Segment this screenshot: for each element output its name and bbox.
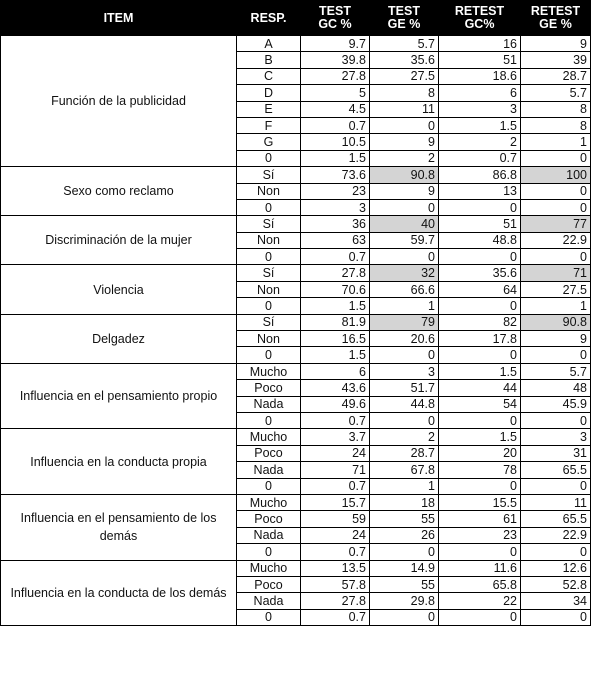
response-cell: 0 <box>237 298 301 314</box>
retest-ge-cell: 0 <box>521 609 591 625</box>
response-cell: 0 <box>237 150 301 166</box>
retest-gc-cell: 17.8 <box>439 331 521 347</box>
retest-ge-cell: 11 <box>521 494 591 510</box>
test-ge-cell: 0 <box>370 544 439 560</box>
retest-gc-cell: 65.8 <box>439 576 521 592</box>
response-cell: 0 <box>237 544 301 560</box>
test-gc-cell: 63 <box>301 232 370 248</box>
response-cell: Nada <box>237 396 301 412</box>
table-body <box>1 36 591 626</box>
response-cell: Mucho <box>237 363 301 379</box>
response-cell: D <box>237 85 301 101</box>
test-gc-cell: 3 <box>301 199 370 215</box>
test-ge-cell: 29.8 <box>370 593 439 609</box>
retest-ge-cell: 5.7 <box>521 363 591 379</box>
test-gc-cell: 1.5 <box>301 150 370 166</box>
item-label: Violencia <box>1 265 237 314</box>
response-cell: 0 <box>237 199 301 215</box>
test-ge-cell: 2 <box>370 429 439 445</box>
response-cell: Mucho <box>237 560 301 576</box>
test-ge-cell: 27.5 <box>370 68 439 84</box>
response-cell: Nada <box>237 593 301 609</box>
retest-ge-cell: 71 <box>521 265 591 281</box>
test-gc-cell: 0.7 <box>301 412 370 428</box>
retest-gc-cell: 1.5 <box>439 429 521 445</box>
response-cell: E <box>237 101 301 117</box>
retest-gc-cell: 61 <box>439 511 521 527</box>
test-ge-cell: 0 <box>370 347 439 363</box>
test-gc-cell: 5 <box>301 85 370 101</box>
retest-ge-cell: 65.5 <box>521 511 591 527</box>
test-ge-cell: 8 <box>370 85 439 101</box>
response-cell: 0 <box>237 412 301 428</box>
retest-ge-cell: 90.8 <box>521 314 591 330</box>
test-gc-cell: 70.6 <box>301 281 370 297</box>
retest-gc-cell: 0 <box>439 412 521 428</box>
item-label: Delgadez <box>1 314 237 363</box>
test-gc-cell: 73.6 <box>301 167 370 183</box>
test-ge-cell: 55 <box>370 511 439 527</box>
retest-gc-cell: 64 <box>439 281 521 297</box>
retest-gc-cell: 15.5 <box>439 494 521 510</box>
table-row <box>1 265 591 281</box>
retest-gc-cell: 82 <box>439 314 521 330</box>
retest-gc-cell: 23 <box>439 527 521 543</box>
test-gc-cell: 3.7 <box>301 429 370 445</box>
test-ge-cell: 26 <box>370 527 439 543</box>
retest-gc-cell: 0 <box>439 249 521 265</box>
test-ge-cell: 44.8 <box>370 396 439 412</box>
header-retest-ge: RETEST GE % <box>521 1 591 36</box>
retest-gc-cell: 51 <box>439 216 521 232</box>
retest-ge-cell: 28.7 <box>521 68 591 84</box>
test-gc-cell: 1.5 <box>301 298 370 314</box>
table-row <box>1 494 591 510</box>
retest-ge-cell: 65.5 <box>521 462 591 478</box>
retest-ge-cell: 1 <box>521 298 591 314</box>
test-gc-cell: 10.5 <box>301 134 370 150</box>
item-label: Influencia en la conducta propia <box>1 429 237 495</box>
retest-gc-cell: 0 <box>439 544 521 560</box>
response-cell: 0 <box>237 249 301 265</box>
test-ge-cell: 1 <box>370 298 439 314</box>
response-cell: Sí <box>237 216 301 232</box>
response-cell: Sí <box>237 314 301 330</box>
retest-gc-cell: 3 <box>439 101 521 117</box>
table-row <box>1 429 591 445</box>
test-ge-cell: 11 <box>370 101 439 117</box>
item-label: Influencia en la conducta de los demás <box>1 560 237 626</box>
response-cell: 0 <box>237 478 301 494</box>
test-ge-cell: 35.6 <box>370 52 439 68</box>
header-resp: RESP. <box>237 1 301 36</box>
response-cell: Poco <box>237 380 301 396</box>
retest-ge-cell: 22.9 <box>521 232 591 248</box>
item-label: Influencia en el pensamiento de los demás <box>1 494 237 560</box>
test-ge-cell: 40 <box>370 216 439 232</box>
test-gc-cell: 1.5 <box>301 347 370 363</box>
retest-gc-cell: 54 <box>439 396 521 412</box>
test-ge-cell: 1 <box>370 478 439 494</box>
test-gc-cell: 13.5 <box>301 560 370 576</box>
retest-gc-cell: 2 <box>439 134 521 150</box>
retest-gc-cell: 0 <box>439 298 521 314</box>
test-gc-cell: 36 <box>301 216 370 232</box>
response-cell: C <box>237 68 301 84</box>
retest-gc-cell: 11.6 <box>439 560 521 576</box>
retest-ge-cell: 0 <box>521 249 591 265</box>
response-cell: Sí <box>237 167 301 183</box>
test-ge-cell: 0 <box>370 249 439 265</box>
retest-gc-cell: 51 <box>439 52 521 68</box>
retest-gc-cell: 16 <box>439 36 521 52</box>
retest-gc-cell: 48.8 <box>439 232 521 248</box>
retest-gc-cell: 0.7 <box>439 150 521 166</box>
test-ge-cell: 18 <box>370 494 439 510</box>
test-ge-cell: 90.8 <box>370 167 439 183</box>
retest-ge-cell: 9 <box>521 36 591 52</box>
retest-ge-cell: 0 <box>521 478 591 494</box>
retest-ge-cell: 45.9 <box>521 396 591 412</box>
test-gc-cell: 23 <box>301 183 370 199</box>
retest-ge-cell: 8 <box>521 117 591 133</box>
response-cell: 0 <box>237 347 301 363</box>
retest-ge-cell: 0 <box>521 412 591 428</box>
retest-ge-cell: 52.8 <box>521 576 591 592</box>
retest-gc-cell: 1.5 <box>439 363 521 379</box>
retest-gc-cell: 44 <box>439 380 521 396</box>
retest-gc-cell: 22 <box>439 593 521 609</box>
test-gc-cell: 81.9 <box>301 314 370 330</box>
test-gc-cell: 0.7 <box>301 117 370 133</box>
test-gc-cell: 27.8 <box>301 593 370 609</box>
test-gc-cell: 9.7 <box>301 36 370 52</box>
test-gc-cell: 59 <box>301 511 370 527</box>
table-row <box>1 363 591 379</box>
header-row <box>1 1 591 36</box>
test-ge-cell: 67.8 <box>370 462 439 478</box>
test-ge-cell: 2 <box>370 150 439 166</box>
retest-gc-cell: 0 <box>439 199 521 215</box>
table-row <box>1 216 591 232</box>
retest-gc-cell: 6 <box>439 85 521 101</box>
test-ge-cell: 32 <box>370 265 439 281</box>
retest-gc-cell: 0 <box>439 609 521 625</box>
retest-ge-cell: 12.6 <box>521 560 591 576</box>
retest-ge-cell: 48 <box>521 380 591 396</box>
test-ge-cell: 9 <box>370 134 439 150</box>
test-ge-cell: 55 <box>370 576 439 592</box>
test-gc-cell: 16.5 <box>301 331 370 347</box>
retest-ge-cell: 1 <box>521 134 591 150</box>
retest-gc-cell: 18.6 <box>439 68 521 84</box>
test-ge-cell: 51.7 <box>370 380 439 396</box>
retest-ge-cell: 100 <box>521 167 591 183</box>
test-ge-cell: 0 <box>370 117 439 133</box>
retest-ge-cell: 0 <box>521 347 591 363</box>
retest-ge-cell: 8 <box>521 101 591 117</box>
retest-ge-cell: 0 <box>521 150 591 166</box>
test-ge-cell: 14.9 <box>370 560 439 576</box>
retest-ge-cell: 22.9 <box>521 527 591 543</box>
test-gc-cell: 27.8 <box>301 265 370 281</box>
response-cell: Sí <box>237 265 301 281</box>
test-gc-cell: 0.7 <box>301 249 370 265</box>
retest-ge-cell: 31 <box>521 445 591 461</box>
test-ge-cell: 20.6 <box>370 331 439 347</box>
retest-ge-cell: 27.5 <box>521 281 591 297</box>
table-row <box>1 560 591 576</box>
retest-gc-cell: 0 <box>439 347 521 363</box>
test-gc-cell: 0.7 <box>301 478 370 494</box>
retest-ge-cell: 5.7 <box>521 85 591 101</box>
retest-ge-cell: 39 <box>521 52 591 68</box>
retest-gc-cell: 35.6 <box>439 265 521 281</box>
item-label: Sexo como reclamo <box>1 167 237 216</box>
item-label: Función de la publicidad <box>1 36 237 167</box>
test-gc-cell: 43.6 <box>301 380 370 396</box>
header-retest-gc: RETEST GC% <box>439 1 521 36</box>
retest-gc-cell: 13 <box>439 183 521 199</box>
header-test-ge: TEST GE % <box>370 1 439 36</box>
response-cell: F <box>237 117 301 133</box>
test-gc-cell: 0.7 <box>301 609 370 625</box>
table-row <box>1 36 591 52</box>
retest-ge-cell: 34 <box>521 593 591 609</box>
test-gc-cell: 39.8 <box>301 52 370 68</box>
response-cell: A <box>237 36 301 52</box>
test-gc-cell: 6 <box>301 363 370 379</box>
response-cell: Non <box>237 232 301 248</box>
response-cell: Poco <box>237 511 301 527</box>
test-ge-cell: 3 <box>370 363 439 379</box>
test-ge-cell: 79 <box>370 314 439 330</box>
test-ge-cell: 9 <box>370 183 439 199</box>
header-item: ITEM <box>1 1 237 36</box>
test-gc-cell: 0.7 <box>301 544 370 560</box>
item-label: Discriminación de la mujer <box>1 216 237 265</box>
response-cell: Poco <box>237 445 301 461</box>
response-cell: 0 <box>237 609 301 625</box>
test-ge-cell: 59.7 <box>370 232 439 248</box>
test-gc-cell: 24 <box>301 445 370 461</box>
retest-gc-cell: 86.8 <box>439 167 521 183</box>
test-gc-cell: 57.8 <box>301 576 370 592</box>
table-row <box>1 314 591 330</box>
response-cell: Mucho <box>237 494 301 510</box>
response-cell: Non <box>237 331 301 347</box>
item-label: Influencia en el pensamiento propio <box>1 363 237 429</box>
test-ge-cell: 0 <box>370 199 439 215</box>
test-ge-cell: 5.7 <box>370 36 439 52</box>
retest-ge-cell: 0 <box>521 183 591 199</box>
response-cell: Mucho <box>237 429 301 445</box>
response-cell: Nada <box>237 462 301 478</box>
retest-ge-cell: 0 <box>521 544 591 560</box>
response-cell: G <box>237 134 301 150</box>
retest-gc-cell: 20 <box>439 445 521 461</box>
retest-gc-cell: 78 <box>439 462 521 478</box>
response-cell: B <box>237 52 301 68</box>
test-gc-cell: 24 <box>301 527 370 543</box>
response-cell: Nada <box>237 527 301 543</box>
test-gc-cell: 49.6 <box>301 396 370 412</box>
retest-ge-cell: 9 <box>521 331 591 347</box>
table-row <box>1 167 591 183</box>
test-ge-cell: 0 <box>370 412 439 428</box>
response-cell: Poco <box>237 576 301 592</box>
retest-gc-cell: 1.5 <box>439 117 521 133</box>
test-gc-cell: 15.7 <box>301 494 370 510</box>
test-gc-cell: 27.8 <box>301 68 370 84</box>
test-ge-cell: 0 <box>370 609 439 625</box>
test-ge-cell: 28.7 <box>370 445 439 461</box>
retest-gc-cell: 0 <box>439 478 521 494</box>
header-test-gc: TEST GC % <box>301 1 370 36</box>
test-gc-cell: 4.5 <box>301 101 370 117</box>
retest-ge-cell: 0 <box>521 199 591 215</box>
test-gc-cell: 71 <box>301 462 370 478</box>
test-ge-cell: 66.6 <box>370 281 439 297</box>
retest-ge-cell: 3 <box>521 429 591 445</box>
response-cell: Non <box>237 183 301 199</box>
response-cell: Non <box>237 281 301 297</box>
retest-ge-cell: 77 <box>521 216 591 232</box>
